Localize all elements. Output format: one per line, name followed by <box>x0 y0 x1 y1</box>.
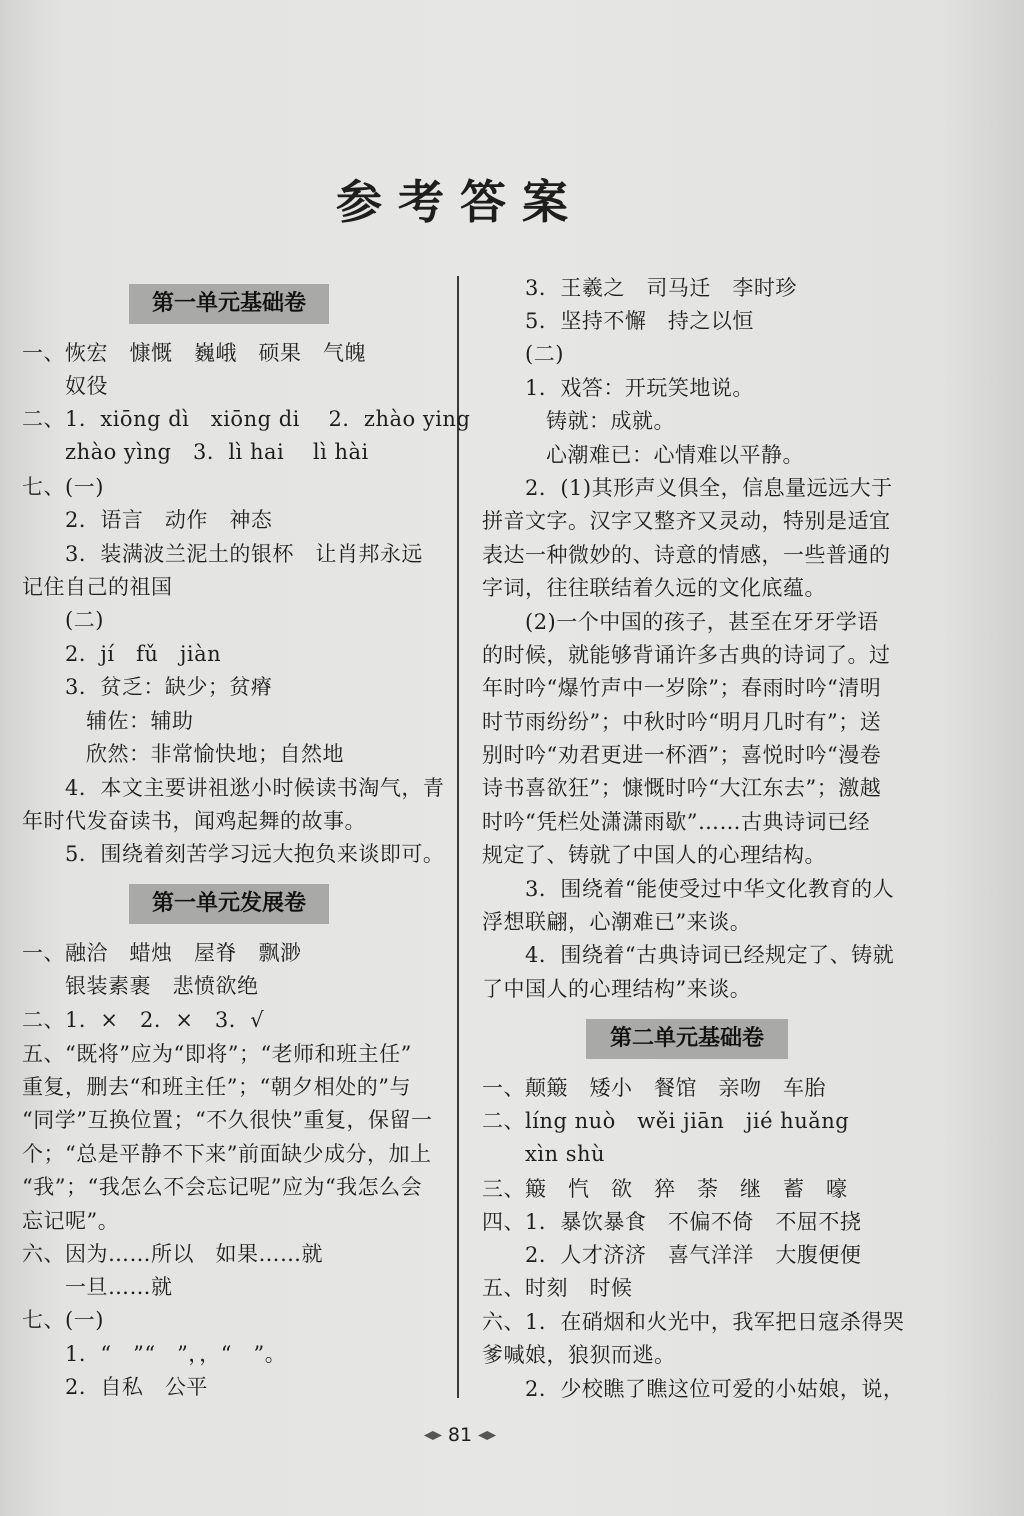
answer-line: 2．jí fǔ jiàn <box>65 642 222 666</box>
answer-line: 浮想联翩，心潮难已”来谈。 <box>482 910 752 934</box>
answer-line: 2．自私 公平 <box>65 1375 208 1399</box>
answer-line: 一旦……就 <box>65 1275 173 1299</box>
answer-line: 奴役 <box>65 374 108 398</box>
section-heading-unit1-basic: 第一单元基础卷 <box>129 284 329 324</box>
answer-line: 2．人才济济 喜气洋洋 大腹便便 <box>525 1243 862 1267</box>
answer-line: 字词，往往联结着久远的文化底蕴。 <box>482 576 826 600</box>
answer-line: 年时代发奋读书，闻鸡起舞的故事。 <box>22 809 366 833</box>
answer-line: 5．坚持不懈 持之以恒 <box>525 309 754 333</box>
answer-line: (2)一个中国的孩子，甚至在牙牙学语 <box>525 610 879 634</box>
answer-line: zhào yìng 3．lì hai lì hài <box>65 440 369 464</box>
answer-line: 七、(一) <box>22 475 104 499</box>
page-number-footer <box>0 1420 920 1450</box>
answer-line: 记住自己的祖国 <box>22 575 173 599</box>
answer-line: 2．(1)其形声义俱全，信息量远远大于 <box>525 476 893 500</box>
answer-line: 忘记呢”。 <box>22 1209 120 1233</box>
answer-line: 了中国人的心理结构”来谈。 <box>482 977 752 1001</box>
answer-line: 四、1．暴饮暴食 不偏不倚 不屈不挠 <box>482 1210 862 1234</box>
answer-line: 五、时刻 时候 <box>482 1276 633 1300</box>
answer-line: 的时候，就能够背诵许多古典的诗词了。过 <box>482 643 891 667</box>
answer-line: 1．“ ”“ ”，，“ ”。 <box>65 1342 287 1366</box>
answer-line: 重复，删去“和班主任”；“朝夕相处的”与 <box>22 1075 411 1099</box>
answer-line: 别时吟“劝君更进一杯酒”；喜悦时吟“漫卷 <box>482 743 882 767</box>
answer-line: 六、1．在硝烟和火光中，我军把日寇杀得哭 <box>482 1310 905 1334</box>
answer-line: 欣然：非常愉快地；自然地 <box>86 742 344 766</box>
answer-line: 诗书喜欲狂”；慷慨时吟“大江东去”；激越 <box>482 776 882 800</box>
answer-line: 3．装满波兰泥土的银杯 让肖邦永远 <box>65 542 423 566</box>
answer-line: 辅佐：辅助 <box>86 709 194 733</box>
answer-line: 3．王羲之 司马迁 李时珍 <box>525 276 797 300</box>
answer-line: “同学”互换位置；“不久很快”重复，保留一 <box>22 1108 433 1132</box>
answer-line: 二、1．× 2．× 3．√ <box>22 1008 265 1032</box>
answer-line: xìn shù <box>525 1142 606 1166</box>
page-number: 81 <box>447 1424 473 1446</box>
answer-line: 4．本文主要讲祖逖小时候读书淘气，青 <box>65 776 445 800</box>
answer-line: 七、(一) <box>22 1308 104 1332</box>
answer-line: 时节雨纷纷”；中秋时吟“明月几时有”；送 <box>482 710 882 734</box>
answer-line: (二) <box>65 608 104 632</box>
diamond-ornament-icon <box>424 1431 442 1440</box>
answer-line: (二) <box>525 342 564 366</box>
section-heading-unit2-basic: 第二单元基础卷 <box>586 1019 788 1059</box>
answer-line: 一、颠簸 矮小 餐馆 亲吻 车胎 <box>482 1076 826 1100</box>
answer-line: 时吟“凭栏处潇潇雨歇”……古典诗词已经 <box>482 810 870 834</box>
answer-line: 三、簸 忾 欲 猝 荼 继 蓄 嚎 <box>482 1177 848 1201</box>
answer-line: 二、1．xiōng dì xiōng di 2．zhào ying <box>22 407 471 431</box>
diamond-ornament-icon <box>478 1431 496 1440</box>
answer-line: 一、恢宏 慷慨 巍峨 硕果 气魄 <box>22 341 366 365</box>
answer-line: “我”；“我怎么不会忘记呢”应为“我怎么会 <box>22 1175 423 1199</box>
answer-line: 4．围绕着“古典诗词已经规定了、铸就 <box>525 943 895 967</box>
answer-line: 规定了、铸就了中国人的心理结构。 <box>482 843 826 867</box>
column-divider <box>457 276 459 1398</box>
page-title: 参考答案 <box>336 175 584 229</box>
answer-line: 个；“总是平静不下来”前面缺少成分，加上 <box>22 1142 432 1166</box>
answer-line: 2．少校瞧了瞧这位可爱的小姑娘，说， <box>525 1377 905 1401</box>
answer-line: 二、líng nuò wěi jiān jié huǎng <box>482 1109 850 1133</box>
answer-line: 3．围绕着“能使受过中华文化教育的人 <box>525 877 895 901</box>
answer-line: 1．戏答：开玩笑地说。 <box>525 376 754 400</box>
answer-line: 3．贫乏：缺少；贫瘠 <box>65 675 273 699</box>
answer-line: 铸就：成就。 <box>546 409 675 433</box>
answer-line: 2．语言 动作 神态 <box>65 508 273 532</box>
answer-line: 五、“既将”应为“即将”；“老师和班主任” <box>22 1042 412 1066</box>
answer-line: 爹喊娘，狼狈而逃。 <box>482 1343 676 1367</box>
answer-line: 拼音文字。汉字又整齐又灵动，特别是适宜 <box>482 509 891 533</box>
answer-line: 心潮难已：心情难以平静。 <box>546 443 804 467</box>
answer-line: 年时吟“爆竹声中一岁除”；春雨时吟“清明 <box>482 676 882 700</box>
answer-line: 一、融洽 蜡烛 屋脊 飘渺 <box>22 941 302 965</box>
answer-line: 银装素裹 悲愤欲绝 <box>65 974 259 998</box>
section-heading-unit1-develop: 第一单元发展卷 <box>129 884 329 924</box>
answer-line: 5．围绕着刻苦学习远大抱负来谈即可。 <box>65 842 445 866</box>
answer-line: 六、因为……所以 如果……就 <box>22 1242 323 1266</box>
answer-line: 表达一种微妙的、诗意的情感，一些普通的 <box>482 543 891 567</box>
